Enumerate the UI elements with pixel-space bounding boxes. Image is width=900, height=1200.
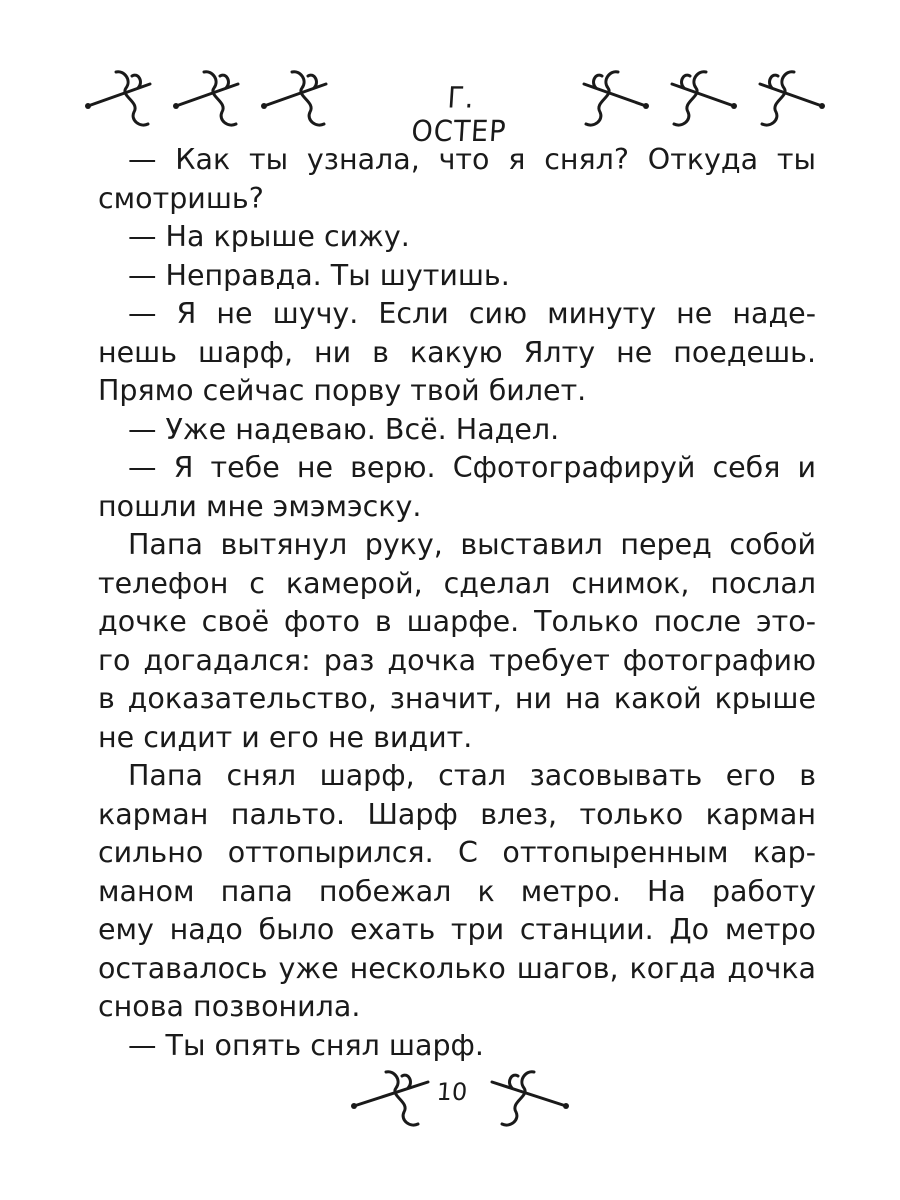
text-line: нешь шарф, ни в какую Ялту не поедешь.	[98, 335, 816, 369]
text-line: ему надо было ехать три станции. До метро	[98, 913, 816, 946]
text-line: — Неправда. Ты шутишь.	[128, 258, 510, 292]
text-line: — Как ты узнала, что я снял? Откуда ты	[128, 143, 816, 176]
text-line: не сидит и его не видит.	[98, 720, 473, 754]
running-header-author: Г. ОСТЕР	[410, 81, 508, 149]
text-line: дочке своё фото в шарфе. Только после это-	[98, 605, 816, 638]
scarf-ornament-icon	[80, 62, 340, 142]
text-line: снова позвонила.	[98, 990, 361, 1023]
text-line: — На крыше сижу.	[128, 220, 410, 253]
text-line: в доказательство, значит, ни на какой крыше	[98, 682, 816, 715]
scarf-ornament-icon	[570, 62, 830, 142]
text-line: — Я не шучу. Если сию минуту не наде-	[128, 297, 816, 330]
text-line: го догадался: раз дочка требует фотографию	[98, 643, 816, 677]
story-text	[98, 141, 816, 1065]
text-line: Папа вытянул руку, выставил перед собой	[128, 528, 816, 561]
text-line: телефон с камерой, сделал снимок, послал	[98, 566, 816, 600]
scarf-ornament-icon	[482, 1068, 572, 1138]
text-line: пошли мне эмэмэску.	[98, 489, 422, 523]
text-line: оставалось уже несколько шагов, когда дочка	[98, 951, 816, 985]
text-line: Папа снял шарф, стал засовывать его в	[128, 759, 816, 792]
text-line: карман пальто. Шарф влез, только карман	[98, 797, 816, 831]
page-header	[0, 62, 900, 149]
scarf-ornament-icon	[348, 1068, 438, 1138]
text-line: — Я тебе не верю. Сфотографируй себя и	[128, 451, 816, 484]
page-number: 10	[435, 1078, 469, 1106]
text-line: Прямо сейчас порву твой билет.	[98, 374, 587, 407]
text-line: — Уже надеваю. Всё. Надел.	[128, 412, 560, 446]
page-footer	[0, 1068, 900, 1138]
text-line: маном папа побежал к метро. На работу	[98, 874, 816, 908]
text-line: — Ты опять снял шарф.	[128, 1028, 484, 1062]
text-line: сильно оттопырился. С оттопыренным кар-	[98, 836, 816, 869]
text-line: смотришь?	[98, 181, 264, 215]
